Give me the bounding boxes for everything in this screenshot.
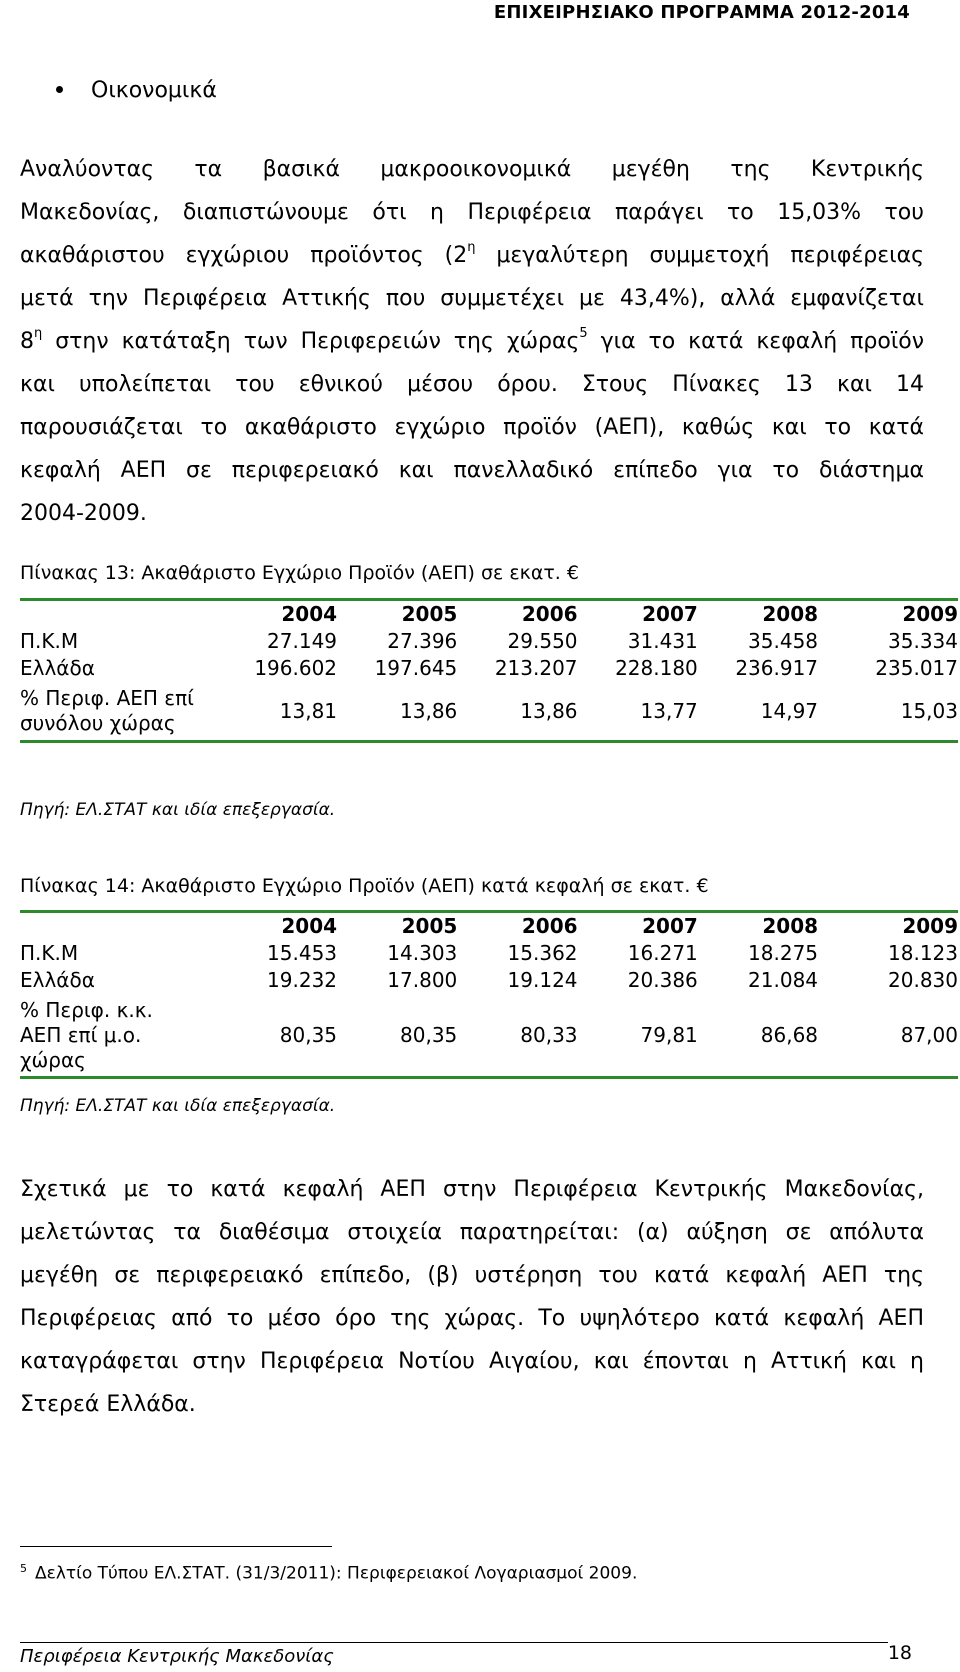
table-cell: 31.431: [627, 629, 698, 653]
paragraph-text: 8: [20, 329, 34, 354]
footnote-number: 5: [20, 1562, 27, 1575]
footnote-divider: [20, 1546, 332, 1547]
table-14-source: Πηγή: ΕΛ.ΣΤΑΤ και ιδία επεξεργασία.: [20, 1096, 336, 1116]
row-label-line: % Περιφ. κ.κ.: [20, 997, 153, 1022]
row-label: [20, 682, 239, 740]
superscript: η: [467, 239, 476, 255]
table-row: [20, 940, 958, 967]
year-header: 2008: [762, 914, 819, 938]
table-cell: 86,68: [760, 1022, 819, 1047]
table-row: [20, 682, 958, 740]
table-14-caption: Πίνακας 14: Ακαθάριστο Εγχώριο Προϊόν (ΑΕΠ) κατά κεφαλή σε εκατ. €: [20, 875, 709, 897]
paragraph-text: στην κατάταξη των Περιφερειών της χώρας: [42, 329, 580, 354]
table-cell: 87,00: [900, 1022, 958, 1047]
footnote-ref: 5: [579, 325, 588, 341]
paragraph-line: μεγέθη σε περιφερειακό επίπεδο, (β) υστέρηση του κατά κεφαλή ΑΕΠ της: [20, 1263, 924, 1288]
table-cell: 236.917: [735, 656, 819, 680]
paragraph-line: Αναλύοντας τα βασικά μακροοικονομικά μεγέθη της Κεντρικής: [20, 157, 924, 182]
footnote: [20, 1562, 637, 1584]
year-header: 2009: [902, 602, 958, 626]
paragraph-line: [20, 234, 924, 277]
table-header-empty: [20, 913, 239, 940]
table-cell: 27.149: [267, 629, 338, 653]
table-13: [20, 598, 958, 743]
table-cell: 35.334: [888, 629, 958, 653]
year-header: 2004: [281, 914, 338, 938]
table-cell: 14,97: [760, 698, 819, 723]
footer-region-name: Περιφέρεια Κεντρικής Μακεδονίας: [20, 1646, 334, 1667]
table-cell: 35.458: [748, 629, 819, 653]
paragraph-line: και υπολείπεται του εθνικού μέσου όρου. Στους Πίνακες 13 και 14: [20, 372, 924, 397]
year-header: 2007: [642, 914, 698, 938]
table-header-empty: [20, 601, 239, 628]
table-cell: 196.602: [254, 656, 338, 680]
table-cell: 13,77: [640, 698, 698, 723]
superscript: η: [34, 325, 43, 341]
row-label-line: % Περιφ. ΑΕΠ επί: [20, 686, 194, 710]
paragraph-line: 2004-2009.: [20, 501, 147, 526]
table-cell: 16.271: [627, 941, 698, 965]
row-label: Ελλάδα: [20, 968, 95, 992]
table-header-row: [20, 913, 958, 940]
table-cell: 79,81: [640, 1022, 698, 1047]
year-header: 2005: [401, 914, 458, 938]
table-cell: 19.232: [267, 968, 338, 992]
table-cell: 213.207: [494, 656, 578, 680]
year-header: 2005: [401, 602, 458, 626]
table-cell: 14.303: [387, 941, 458, 965]
year-header: 2004: [281, 602, 338, 626]
row-label-line: συνόλου χώρας: [20, 711, 176, 735]
table-cell: 228.180: [615, 656, 698, 680]
paragraph-line: Σχετικά με το κατά κεφαλή ΑΕΠ στην Περιφέρεια Κεντρικής Μακεδονίας,: [20, 1177, 924, 1202]
table-cell: 13,86: [520, 698, 578, 723]
paragraph-line: μετά την Περιφέρεια Αττικής που συμμετέχει με 43,4%), αλλά εμφανίζεται: [20, 286, 924, 311]
paragraph-text: μεγαλύτερη συμμετοχή περιφέρειας: [475, 243, 925, 268]
section-bullet: [56, 78, 217, 103]
table-cell: 235.017: [875, 656, 958, 680]
year-header: 2007: [642, 602, 698, 626]
paragraph-line: κεφαλή ΑΕΠ σε περιφερειακό και πανελλαδικό επίπεδο για το διάστημα: [20, 458, 924, 483]
table-cell: 17.800: [387, 968, 458, 992]
table-cell: 80,35: [279, 1022, 338, 1047]
year-header: 2006: [521, 602, 578, 626]
page-number: 18: [887, 1642, 912, 1664]
table-cell: 15,03: [900, 698, 958, 723]
year-header: 2009: [902, 914, 958, 938]
paragraph-line: μελετώντας τα διαθέσιμα στοιχεία παρατηρείται: (α) αύξηση σε απόλυτα: [20, 1220, 924, 1245]
paragraph-2: [20, 1168, 924, 1426]
table-cell: 13,86: [400, 698, 458, 723]
row-label: Π.Κ.Μ: [20, 629, 79, 653]
table-cell: 15.453: [267, 941, 338, 965]
bullet-icon: [56, 86, 63, 93]
table-cell: 20.386: [627, 968, 698, 992]
table-cell: 19.124: [507, 968, 578, 992]
table-cell: 80,35: [400, 1022, 458, 1047]
table-header-row: [20, 601, 958, 628]
paragraph-1: [20, 148, 924, 535]
table-14: [20, 910, 958, 1079]
table-13-source: Πηγή: ΕΛ.ΣΤΑΤ και ιδία επεξεργασία.: [20, 800, 336, 820]
year-header: 2006: [521, 914, 578, 938]
paragraph-text: για το κατά κεφαλή προϊόν: [587, 329, 924, 354]
table-cell: 18.275: [748, 941, 819, 965]
row-label: [20, 994, 239, 1076]
table-cell: 15.362: [507, 941, 578, 965]
document-header: ΕΠΙΧΕΙΡΗΣΙΑΚΟ ΠΡΟΓΡΑΜΜΑ 2012-2014: [493, 2, 910, 23]
table-row: [20, 967, 958, 994]
paragraph-text: ακαθάριστου εγχώριου προϊόντος (2: [20, 243, 468, 268]
row-label: Ελλάδα: [20, 656, 95, 680]
paragraph-line: καταγράφεται στην Περιφέρεια Νοτίου Αιγαίου, και έπονται η Αττική και η: [20, 1349, 924, 1374]
table-cell: 18.123: [888, 941, 958, 965]
table-row: [20, 655, 958, 682]
row-label: Π.Κ.Μ: [20, 941, 79, 965]
year-header: 2008: [762, 602, 819, 626]
table-cell: 21.084: [748, 968, 819, 992]
footnote-text: Δελτίο Τύπου ΕΛ.ΣΤΑΤ. (31/3/2011): Περιφερειακοί Λογαριασμοί 2009.: [35, 1563, 638, 1584]
row-label-line: χώρας: [20, 1047, 86, 1072]
footer-divider: [20, 1642, 888, 1643]
table-cell: 27.396: [387, 629, 458, 653]
table-cell: 20.830: [888, 968, 958, 992]
table-13-caption: Πίνακας 13: Ακαθάριστο Εγχώριο Προϊόν (ΑΕΠ) σε εκατ. €: [20, 562, 579, 584]
paragraph-line: Περιφέρειας από το μέσο όρο της χώρας. Το υψηλότερο κατά κεφαλή ΑΕΠ: [20, 1306, 924, 1331]
table-row: [20, 628, 958, 655]
table-row: [20, 994, 958, 1076]
table-cell: 13,81: [279, 698, 338, 723]
paragraph-line: παρουσιάζεται το ακαθάριστο εγχώριο προϊόν (ΑΕΠ), καθώς και το κατά: [20, 415, 924, 440]
table-cell: 197.645: [374, 656, 458, 680]
table-cell: 80,33: [520, 1022, 578, 1047]
row-label-line: ΑΕΠ επί μ.ο.: [20, 1022, 142, 1047]
paragraph-line: Στερεά Ελλάδα.: [20, 1392, 196, 1417]
paragraph-line: [20, 320, 924, 363]
table-cell: 29.550: [507, 629, 578, 653]
section-bullet-text: Οικονομικά: [91, 78, 217, 103]
paragraph-line: Μακεδονίας, διαπιστώνουμε ότι η Περιφέρεια παράγει το 15,03% του: [20, 200, 924, 225]
